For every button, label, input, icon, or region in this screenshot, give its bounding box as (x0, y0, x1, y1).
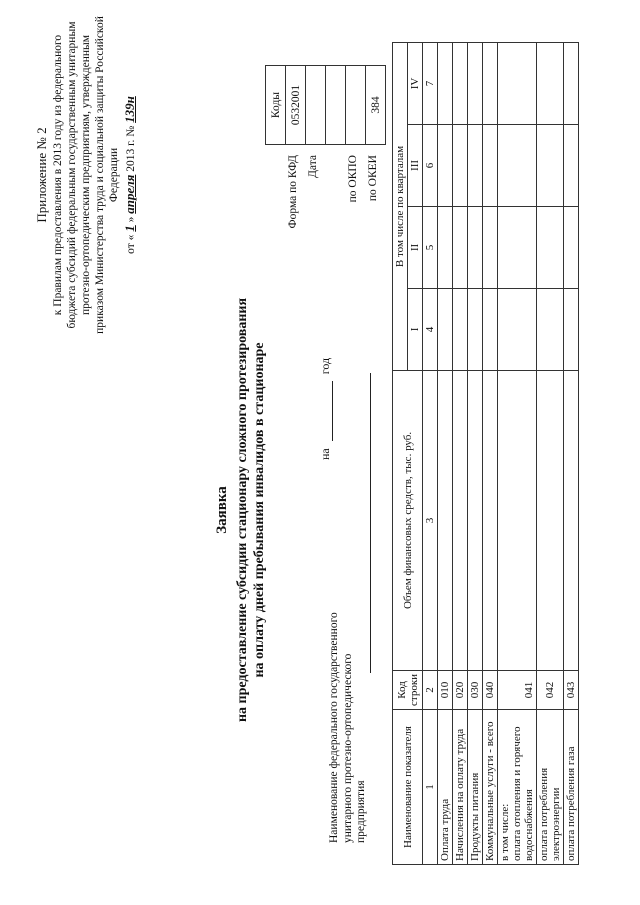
date-mid: » (125, 216, 137, 223)
row-name: оплата потребления газа (564, 710, 579, 865)
q3-cell (537, 124, 564, 206)
okpo-label: по ОКПО (347, 155, 359, 203)
q1-cell (438, 288, 453, 370)
row-code: 040 (483, 670, 498, 709)
sub-heading: в том числе: (499, 803, 511, 861)
date-day-handwritten: 1 (122, 225, 137, 232)
q2-cell (468, 206, 483, 288)
codes-header: Коды (266, 66, 286, 145)
table-row (537, 42, 564, 864)
date-month-handwritten: апреля (122, 174, 137, 214)
q1-cell (483, 288, 498, 370)
q4-cell (498, 42, 537, 124)
document-title: Заявка (214, 486, 230, 534)
org-name-blank (370, 373, 371, 673)
table-row (468, 42, 483, 864)
year-blank (332, 381, 333, 441)
row-name: Продукты питания (468, 710, 483, 865)
q1-cell (537, 288, 564, 370)
q2-cell (438, 206, 453, 288)
codes-table (265, 65, 386, 145)
table-row (483, 42, 498, 864)
table-row (453, 42, 468, 864)
form-kfd-label: Форма по КФД (287, 155, 299, 229)
q2-cell (483, 206, 498, 288)
q1-cell (468, 288, 483, 370)
quarter-header: I (408, 288, 423, 370)
q4-cell (438, 42, 453, 124)
column-numbers-row (423, 42, 438, 864)
row-name: оплата потребления электроэнергии (537, 710, 564, 865)
q3-cell (453, 124, 468, 206)
period-suffix: год (318, 357, 332, 375)
volume-cell (498, 370, 537, 670)
row-name: Оплата труда (438, 710, 453, 865)
row-code: 030 (468, 670, 483, 709)
q4-cell (564, 42, 579, 124)
q1-cell (498, 288, 537, 370)
row-code: 042 (537, 670, 564, 709)
column-number: 4 (423, 288, 438, 370)
row-name-sub: оплата отопления и горячего водоснабжения (511, 726, 535, 861)
okei-label: по ОКЕИ (367, 155, 379, 202)
col-header-name: Наименование показателя (393, 710, 423, 865)
q3-cell (438, 124, 453, 206)
q3-cell (468, 124, 483, 206)
column-number: 5 (423, 206, 438, 288)
row-code: 020 (453, 670, 468, 709)
volume-cell (453, 370, 468, 670)
column-number: 6 (423, 124, 438, 206)
period-line (318, 358, 333, 460)
q1-cell (564, 288, 579, 370)
indicators-table (392, 42, 579, 865)
table-row (564, 42, 579, 864)
appendix-title: Приложение № 2 (34, 127, 49, 223)
q3-cell (564, 124, 579, 206)
code-date (306, 66, 326, 145)
row-name (498, 710, 537, 865)
q4-cell (483, 42, 498, 124)
quarter-header: IV (408, 42, 423, 124)
document-heading (214, 295, 268, 725)
q4-cell (468, 42, 483, 124)
date-prefix: от « (125, 234, 137, 254)
column-number: 1 (423, 710, 438, 865)
quarter-header: III (408, 124, 423, 206)
appendix-date (123, 15, 138, 335)
code-okpo (346, 66, 366, 145)
date-label: Дата (307, 155, 319, 178)
appendix-block (35, 15, 138, 335)
q1-cell (453, 288, 468, 370)
row-name: Коммунальные услуги - всего (483, 710, 498, 865)
row-code: 043 (564, 670, 579, 709)
volume-cell (483, 370, 498, 670)
code-kfd: 0532001 (286, 66, 306, 145)
col-header-code: Код строки (393, 670, 423, 709)
q2-cell (498, 206, 537, 288)
table-row (438, 42, 453, 864)
order-number-handwritten: 139н (122, 96, 137, 123)
column-number: 7 (423, 42, 438, 124)
col-header-quarters: В том числе по кварталам (393, 42, 408, 370)
quarter-header: II (408, 206, 423, 288)
q2-cell (453, 206, 468, 288)
column-number: 3 (423, 370, 438, 670)
org-label: Наименование федерального государственного унитарного протезно-ортопедического предприятия (328, 612, 367, 843)
q4-cell (537, 42, 564, 124)
row-code: 010 (438, 670, 453, 709)
volume-cell (564, 370, 579, 670)
table-row (498, 42, 537, 864)
period-prefix: на (318, 448, 332, 460)
q3-cell (498, 124, 537, 206)
volume-cell (537, 370, 564, 670)
appendix-text: к Правилам предоставления в 2013 году из федерального бюджета субсидий федеральным государственным унитарным протезно-ортопедическим предприятиям, утвержденным приказом Министерства труда и социальной защиты Российской Федерации (52, 16, 120, 334)
code-empty (326, 66, 346, 145)
q4-cell (453, 42, 468, 124)
q2-cell (537, 206, 564, 288)
code-okei: 384 (366, 66, 386, 145)
q2-cell (564, 206, 579, 288)
date-year: 2013 г. № (125, 125, 137, 172)
col-header-volume: Объем финансовых средств, тыс. руб. (393, 370, 423, 670)
row-name: Начисления на оплату труда (453, 710, 468, 865)
column-number: 2 (423, 670, 438, 709)
document-subtitle: на предоставление субсидии стационару сложного протезирования на оплату дней пребывания инвалидов в стационаре (235, 297, 267, 723)
row-code: 041 (498, 670, 537, 709)
volume-cell (438, 370, 453, 670)
q3-cell (483, 124, 498, 206)
volume-cell (468, 370, 483, 670)
